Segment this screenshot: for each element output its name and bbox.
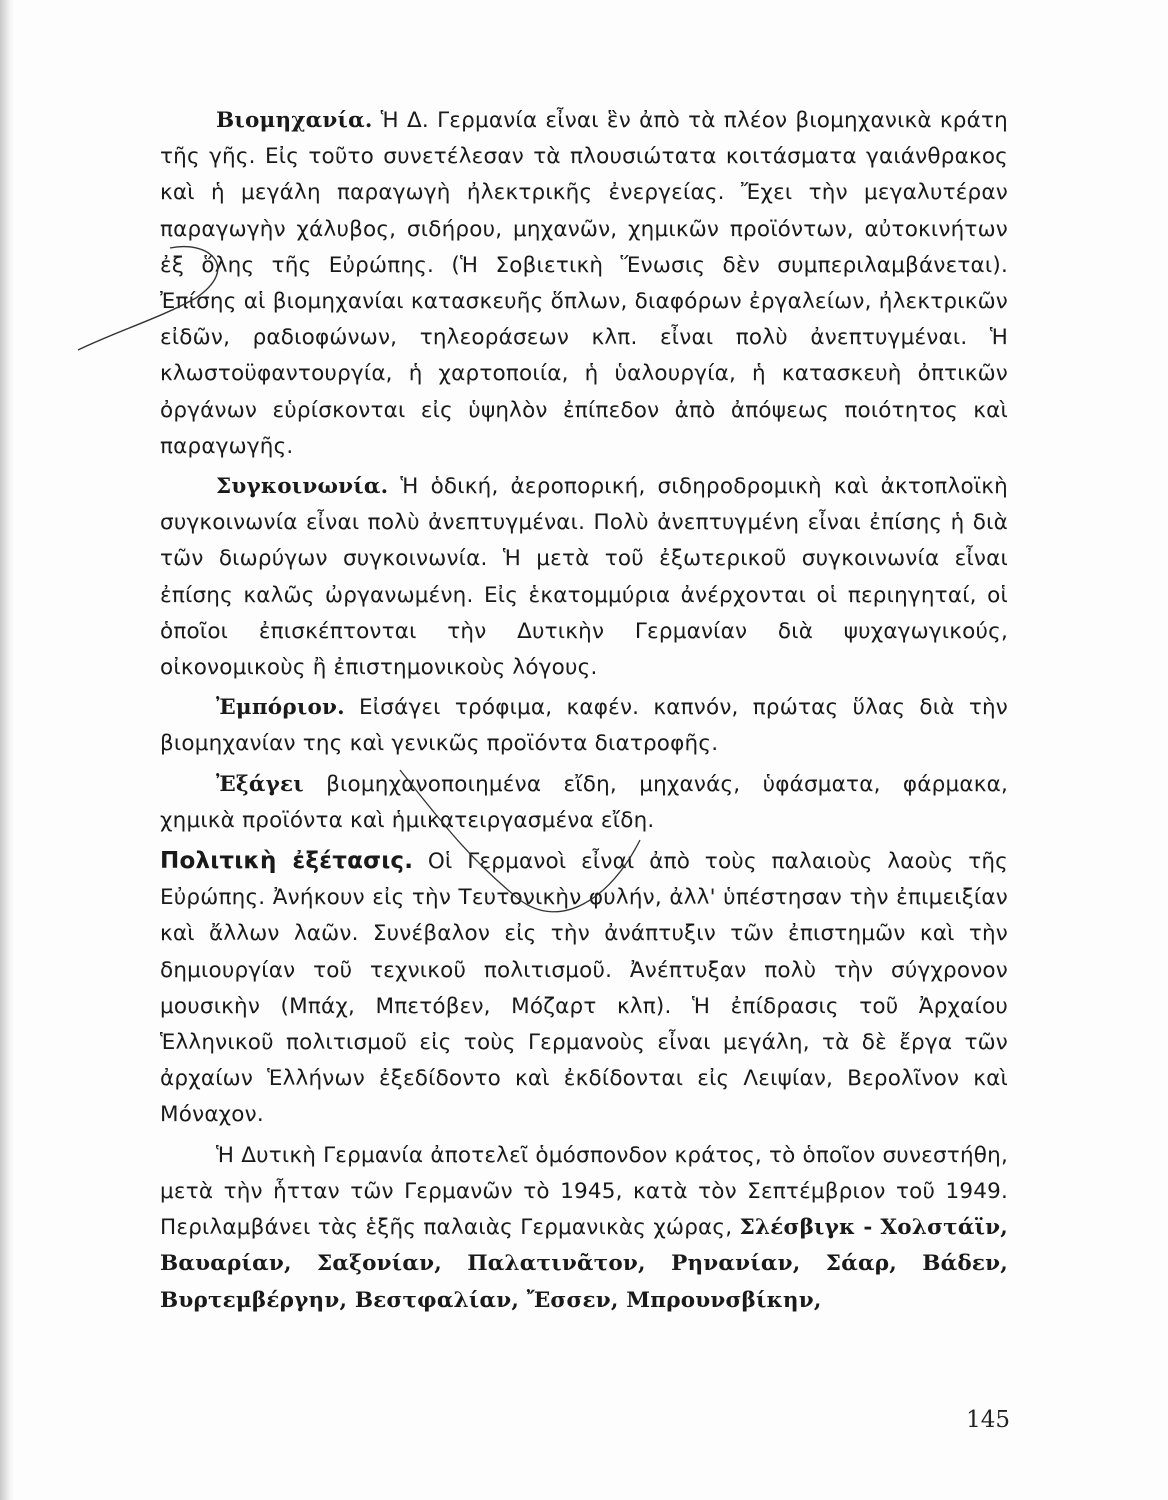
text-trade-exports: βιομηχανοποιημένα εἴδη, μηχανάς, ὑφάσματα, φάρμακα, χημικὰ προϊόντα καὶ ἡμικατειργασμένα εἴδη.: [160, 771, 1008, 833]
text-communication: Ἡ ὁδική, ἀεροπορική, σιδηροδρομικὴ καὶ ἀκτοπλοϊκὴ συγκοινωνία εἶναι πολὺ ἀνεπτυγμέναι. Πολὺ ἀνεπτυγμένη εἶναι ἐπίσης ἡ διὰ τῶν διωρύγων συγκοινωνία. Ἡ μετὰ τοῦ ἐξωτερικοῦ συγκοινωνία εἶναι ἐπίσης καλῶς ὠργανωμένη. Εἰς ἑκατομμύρια ἀνέρχονται οἱ περιηγηταί, οἱ ὁποῖοι ἐπισκέπτονται τὴν Δυτικὴν Γερμανίαν διὰ ψυχαγωγικούς, οἰκονομικοὺς ἢ ἐπιστημονικοὺς λόγους.: [160, 474, 1008, 681]
heading-communication: Συγκοινωνία.: [216, 474, 389, 500]
paragraph-trade-exports: [160, 767, 1008, 839]
page-number: 145: [966, 1407, 1010, 1433]
text-political: Οἱ Γερμανοὶ εἶναι ἀπὸ τοὺς παλαιοὺς λαοὺς τῆς Εὐρώπης. Ἀνήκουν εἰς τὴν Τευτονικὴν φυλήν, ἀλλ' ὑπέστησαν τὴν ἐπιμειξίαν καὶ ἄλλων λαῶν. Συνέβαλον εἰς τὴν ἀνάπτυξιν τῶν ἐπιστημῶν καὶ τὴν δημιουργίαν τοῦ τεχνικοῦ πολιτισμοῦ. Ἀνέπτυξαν πολὺ τὴν σύγχρονον μουσικὴν (Μπάχ, Μπετόβεν, Μόζαρτ κλπ). Ἡ ἐπίδρασις τοῦ Ἀρχαίου Ἑλληνικοῦ πολιτισμοῦ εἰς τοὺς Γερμανοὺς εἶναι μεγάλη, τὰ δὲ ἔργα τῶν ἀρχαίων Ἑλλήνων ἐξεδίδοντο καὶ ἐκδίδονται εἰς Λειψίαν, Βερολῖνον καὶ Μόναχον.: [160, 849, 1008, 1128]
body-text: [160, 103, 1008, 1329]
text-industry: Ἡ Δ. Γερμανία εἶναι ἓν ἀπὸ τὰ πλέον βιομηχανικὰ κράτη τῆς γῆς. Εἰς τοῦτο συνετέλεσαν τὰ πλουσιώτατα κοιτάσματα γαιάνθρακος καὶ ἡ μεγάλη παραγωγὴ ἠλεκτρικῆς ἐνεργείας. Ἔχει τὴν μεγαλυτέραν παραγωγὴν χάλυβος, σιδήρου, μηχανῶν, χημικῶν προϊόντων, αὐτοκινήτων ἐξ ὅλης τῆς Εὐρώπης. (Ἡ Σοβιετικὴ Ἕνωσις δὲν συμπεριλαμβάνεται). Ἐπίσης αἱ βιομηχανίαι κατασκευῆς ὅπλων, διαφόρων ἐργαλείων, ἠλεκτρικῶν εἰδῶν, ραδιοφώνων, τηλεοράσεων κλπ. εἶναι πολὺ ἀνεπτυγμέναι. Ἡ κλωστοϋφαντουργία, ἡ χαρτοποιία, ἡ ὑαλουργία, ἡ κατασκευὴ ὀπτικῶν ὀργάνων εὑρίσκονται εἰς ὑψηλὸν ἐπίπεδον ἀπὸ ἀπόψεως ποιότητος καὶ παραγωγῆς.: [160, 108, 1008, 459]
heading-political: Πολιτικὴ ἐξέτασις.: [160, 848, 414, 875]
paragraph-trade-imports: [160, 690, 1008, 762]
paragraph-communication: [160, 469, 1008, 686]
heading-trade: Ἐμπόριον.: [216, 695, 345, 721]
paragraph-political: [160, 843, 1008, 1134]
heading-industry: Βιομηχανία.: [216, 108, 373, 133]
page-edge-shadow: [0, 0, 14, 1500]
text-federal: Ἡ Δυτικὴ Γερμανία ἀποτελεῖ ὁμόσπονδον κράτος, τὸ ὁποῖον συνεστήθη, μετὰ τὴν ἧτταν τῶν Γερμανῶν τὸ 1945, κατὰ τὸν Σεπτέμβριον τοῦ 1949. Περιλαμβάνει τὰς ἑξῆς παλαιὰς Γερμανικὰς χώρας,: [160, 1142, 1008, 1241]
paragraph-industry: [160, 103, 1008, 465]
text-trade-imports: Εἰσάγει τρόφιμα, καφέν. καπνόν, πρώτας ὕλας διὰ τὴν βιομηχανίαν της καὶ γενικῶς προϊόντα διατροφῆς.: [160, 695, 1008, 757]
paragraph-federal: [160, 1138, 1008, 1319]
heading-exports: Ἐξάγει: [216, 771, 304, 797]
federal-states-list: Σλέσβιγκ - Χολστάϊν, Βαυαρίαν, Σαξονίαν, Παλατινᾶτον, Ρηνανίαν, Σάαρ, Βάδεν, Βυρτεμβέργην, Βεστφαλίαν, Ἔσσεν, Μπρουνσβίκην,: [160, 1215, 1008, 1313]
